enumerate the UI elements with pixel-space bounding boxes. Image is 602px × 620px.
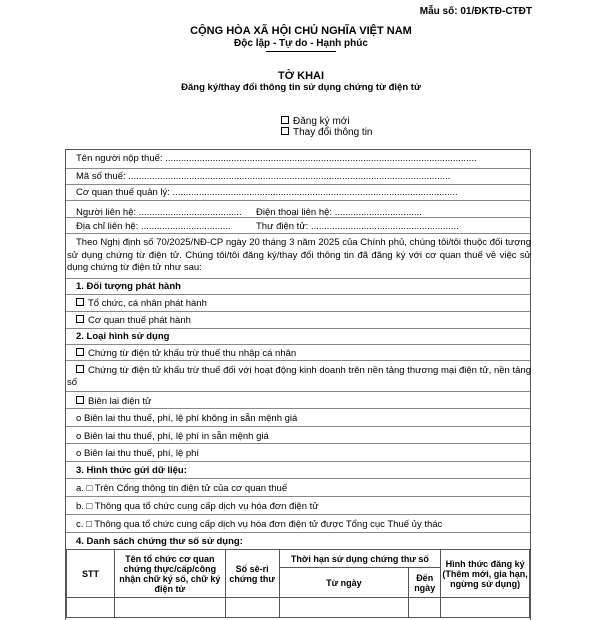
option-label: Biên lai thu thuế, phí, lệ phí không in sẵn mệnh giá <box>83 413 298 424</box>
section4-heading: 4. Danh sách chứng thư số sử dụng: <box>76 536 243 547</box>
option-label: Biên lai điện tử <box>88 396 152 407</box>
taxpayer-name-row[interactable] <box>66 150 530 168</box>
option-label: Tổ chức, cá nhân phát hành <box>88 298 207 309</box>
send-authorized-provider-row[interactable] <box>66 514 530 532</box>
new-registration-checkbox[interactable] <box>281 116 350 127</box>
section3-heading: 3. Hình thức gửi dữ liệu: <box>76 465 187 476</box>
form-title: TỜ KHAI <box>277 70 325 82</box>
table-cell[interactable] <box>279 598 409 618</box>
checkbox-icon <box>76 315 84 323</box>
tax-code-field[interactable]: Mã số thuế: .......................................................................................................................... <box>76 171 451 182</box>
form-subtitle: Đăng ký/thay đổi thông tin sử dụng chứng từ điện tử <box>181 82 421 93</box>
certificate-table <box>66 549 530 618</box>
receipt-no-denomination-option[interactable]: o Biên lai thu thuế, phí, lệ phí không in sẵn mệnh giá <box>76 413 298 424</box>
email-field[interactable]: Thư điện tử: ........................................................ <box>256 221 459 232</box>
pit-voucher-row[interactable] <box>66 344 530 360</box>
motto: Độc lập - Tự do - Hạnh phúc <box>234 38 368 49</box>
section2-heading: 2. Loại hình sử dụng <box>76 331 170 342</box>
send-provider-option[interactable]: b. □ Thông qua tổ chức cung cấp dịch vụ hóa đơn điện tử <box>76 501 319 512</box>
receipt-denomination-row[interactable] <box>66 426 530 443</box>
send-authorized-provider-option[interactable]: c. □ Thông qua tổ chức cung cấp dịch vụ hóa đơn điện tử được Tổng cục Thuế ủy thác <box>76 519 443 530</box>
tax-office-field[interactable]: Cơ quan thuế quản lý: ............................................................................................................ <box>76 187 458 198</box>
send-portal-option[interactable]: a. □ Trên Cổng thông tin điện tử của cơ quan thuế <box>76 483 288 494</box>
section2-heading-row <box>66 328 530 344</box>
issuer-tax-office-row[interactable] <box>66 311 530 328</box>
e-receipt-option[interactable] <box>76 396 151 407</box>
form-number: Mẫu số: 01/ĐKTĐ-CTĐT <box>419 6 532 17</box>
option-label: Chứng từ điện tử khấu trừ thuế đối với hoạt động kinh doanh trên nền tảng thương mại điện tử, nền tảng số <box>67 365 531 388</box>
column-header-serial: Số sê-ri chứng thư <box>225 550 279 598</box>
ecommerce-voucher-row[interactable] <box>66 360 530 391</box>
option-label: Biên lai thu thuế, phí, lệ phí in sẵn mệnh giá <box>83 431 269 442</box>
contact-row[interactable] <box>66 200 530 217</box>
receipt-general-option[interactable]: o Biên lai thu thuế, phí, lệ phí <box>76 448 200 459</box>
taxpayer-name-field[interactable]: Tên người nộp thuế: ...................................................................................................................... <box>76 153 477 164</box>
form-body <box>65 149 531 620</box>
change-info-checkbox[interactable] <box>281 127 373 138</box>
checkbox-icon <box>281 116 289 124</box>
column-header-to: Đến ngày <box>409 568 441 598</box>
issuer-tax-office-option[interactable] <box>76 315 191 326</box>
contact-phone-field[interactable]: Điện thoại liên hệ: ................................. <box>256 207 422 218</box>
contact-address-field[interactable]: Địa chỉ liên hệ: .................................. <box>76 221 231 232</box>
table-cell[interactable] <box>114 598 225 618</box>
ecommerce-voucher-option[interactable] <box>66 365 532 388</box>
receipt-denomination-option[interactable]: o Biên lai thu thuế, phí, lệ phí in sẵn mệnh giá <box>76 431 269 442</box>
column-header-stt: STT <box>67 550 115 598</box>
section3-heading-row <box>66 461 530 478</box>
checkbox-label: Thay đổi thông tin <box>293 127 373 138</box>
table-row <box>67 598 530 618</box>
table-cell[interactable] <box>67 598 115 618</box>
checkbox-icon <box>76 396 84 404</box>
section1-heading-row <box>66 278 530 294</box>
table-cell[interactable] <box>441 598 530 618</box>
section1-heading: 1. Đối tượng phát hành <box>76 281 181 292</box>
intro-row <box>66 233 530 278</box>
issuer-org-option[interactable] <box>76 298 207 309</box>
option-label: Cơ quan thuế phát hành <box>88 315 191 326</box>
intro-paragraph: Theo Nghị định số 70/2025/NĐ-CP ngày 20 tháng 3 năm 2025 của Chính phủ, chúng tôi/tôi thuộc đối tượng sử dụng chứng từ điện tử. Chúng tôi/tôi đăng ký/thay đổi thông tin đã đăng ký với cơ quan thuế về việc sử dụng chứng từ điện tử như sau: <box>67 237 531 273</box>
column-header-method: Hình thức đăng ký (Thêm mới, gia hạn, ngừng sử dụng) <box>441 550 530 598</box>
motto-underline <box>266 51 336 52</box>
option-label: Chứng từ điện tử khấu trừ thuế thu nhập cá nhân <box>88 348 297 359</box>
pit-voucher-option[interactable] <box>76 348 296 359</box>
receipt-no-denomination-row[interactable] <box>66 408 530 426</box>
option-label: Biên lai thu thuế, phí, lệ phí <box>83 448 200 459</box>
send-provider-row[interactable] <box>66 496 530 514</box>
column-header-validity: Thời hạn sử dụng chứng thư số <box>279 550 441 568</box>
checkbox-icon <box>281 127 289 135</box>
address-row[interactable] <box>66 217 530 233</box>
tax-code-row[interactable] <box>66 168 530 184</box>
contact-person-field[interactable]: Người liên hệ: ....................................... <box>76 207 242 218</box>
table-cell[interactable] <box>409 598 441 618</box>
send-portal-row[interactable] <box>66 478 530 496</box>
table-cell[interactable] <box>225 598 279 618</box>
column-header-org-name: Tên tổ chức cơ quan chứng thực/cấp/công nhận chữ ký số, chữ ký điện tử <box>114 550 225 598</box>
nation-heading: CỘNG HÒA XÃ HỘI CHỦ NGHĨA VIỆT NAM <box>190 25 412 37</box>
checkbox-icon <box>76 348 84 356</box>
issuer-org-row[interactable] <box>66 294 530 311</box>
e-receipt-row[interactable] <box>66 391 530 408</box>
receipt-general-row[interactable] <box>66 443 530 461</box>
tax-office-row[interactable] <box>66 184 530 200</box>
checkbox-icon <box>76 365 84 373</box>
section4-heading-row <box>66 532 530 549</box>
checkbox-label: Đăng ký mới <box>293 116 350 127</box>
checkbox-icon <box>76 298 84 306</box>
column-header-from: Từ ngày <box>279 568 409 598</box>
